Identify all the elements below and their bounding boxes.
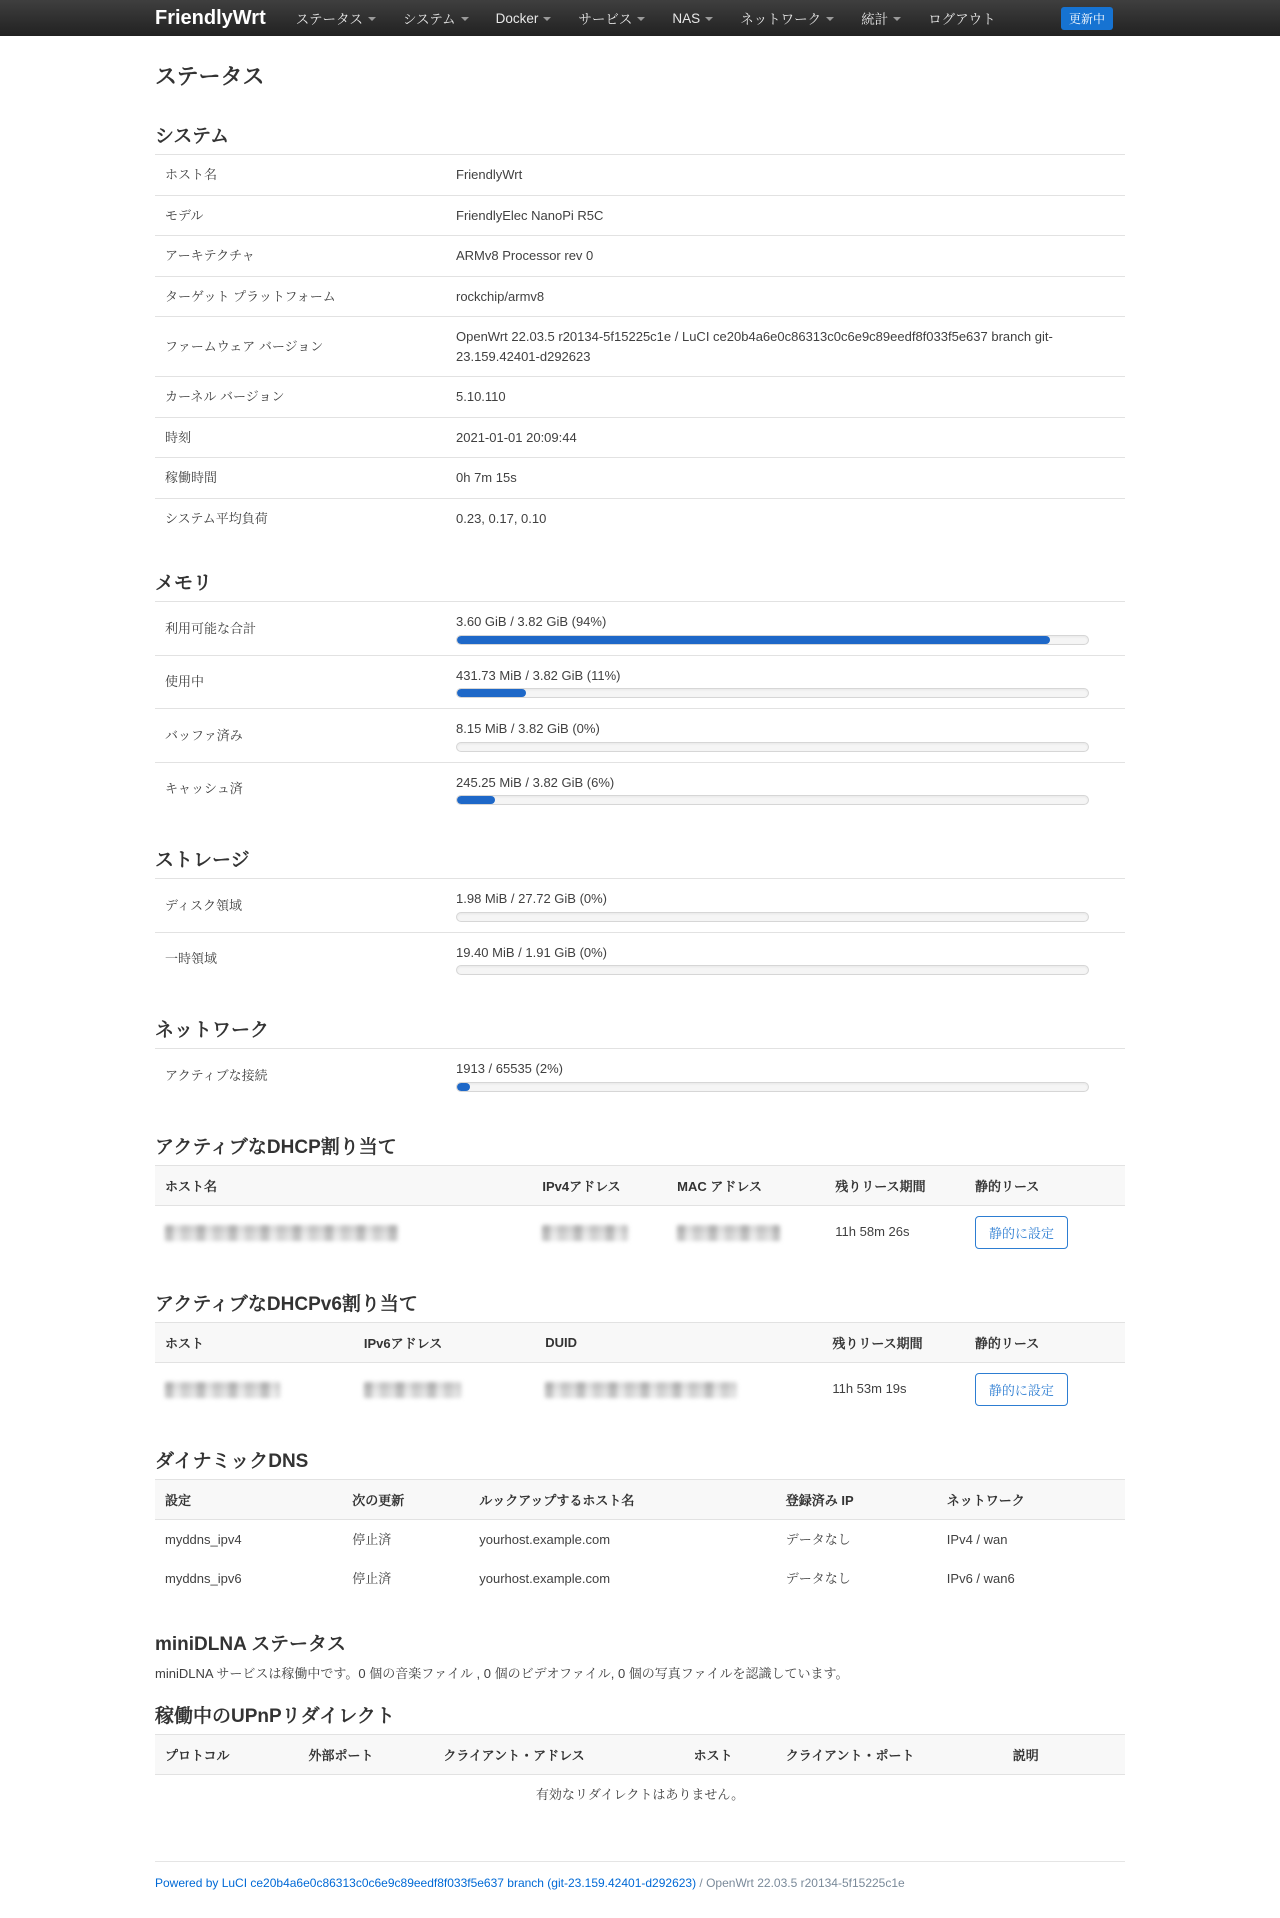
chevron-down-icon [368,17,376,21]
row-value [446,709,1125,763]
table-header-row [155,1735,1125,1775]
row-label: ファームウェア バージョン [155,317,446,377]
row-label: 利用可能な合計 [155,602,446,656]
table-row [155,155,1125,196]
column-header: 登録済み IP [776,1479,937,1519]
navbar [0,0,1280,36]
table-row [155,1775,1125,1815]
table-row [155,236,1125,277]
section-title-minidlna: miniDLNA ステータス [155,1633,347,1655]
column-header: クライアント・ポート [776,1735,1003,1775]
row-value: FriendlyWrt [446,155,1125,196]
nav-item-label: NAS [672,10,701,26]
section-title-upnp: 稼働中のUPnPリダイレクト [155,1706,395,1727]
redacted-duid [545,1382,737,1398]
network-table [155,1048,1125,1102]
table-row [155,879,1125,933]
section-title-network: ネットワーク [155,1020,270,1041]
redacted-ipv4-address [542,1225,628,1241]
row-label: ディスク領域 [155,879,446,933]
powered-by-luci-link[interactable]: Powered by LuCI ce20b4a6e0c86313c0c6e9c89eedf8f033f5e637 branch (git-23.159.42401-d292623) [155,1875,697,1890]
nav-item-statistics[interactable] [861,8,901,28]
row-value: ARMv8 Processor rev 0 [446,236,1125,277]
section-title-storage: ストレージ [155,850,250,871]
row-value: rockchip/armv8 [446,276,1125,317]
section-title-memory: メモリ [155,573,213,594]
column-header: プロトコル [155,1735,299,1775]
progress-bar [456,1082,1089,1092]
column-header: 次の更新 [342,1479,469,1519]
table-header-row [155,1322,1125,1362]
chevron-down-icon [705,17,713,21]
dhcpv6-leases-table [155,1322,1125,1416]
row-value [446,762,1125,815]
column-header: 残りリース期間 [825,1165,965,1205]
redacted-ipv6-address [364,1382,461,1398]
nav-item-label: Docker [495,10,539,26]
row-label: 時刻 [155,417,446,458]
row-label: アーキテクチャ [155,236,446,277]
nav-item-services[interactable] [578,8,645,28]
set-static-lease-button[interactable]: 静的に設定 [975,1373,1068,1406]
table-row [155,498,1125,538]
progress-bar [456,635,1089,645]
ddns-lookup-hostname-cell: yourhost.example.com [479,1571,611,1586]
upnp-table [155,1734,1125,1815]
progress-fill [457,796,495,804]
row-value: FriendlyElec NanoPi R5C [446,195,1125,236]
row-value: 5.10.110 [446,377,1125,418]
redacted-host [165,1382,280,1398]
brand-logo[interactable]: FriendlyWrt [155,6,266,29]
nav-item-network[interactable] [740,8,834,28]
progress-bar [456,795,1089,805]
progress-fill [457,1083,470,1091]
nav-item-label: サービス [578,12,633,27]
row-label: 稼働時間 [155,458,446,499]
progress-value: 19.40 MiB / 1.91 GiB (0%) [456,944,608,960]
nav-item-label: ネットワーク [740,12,822,27]
progress-bar [456,688,1089,698]
redacted-hostname [165,1225,398,1241]
row-label: アクティブな接続 [155,1049,446,1102]
lease-remaining-cell: 11h 53m 19s [832,1381,907,1397]
ddns-table [155,1479,1125,1599]
column-header: ホスト名 [155,1165,532,1205]
progress-bar [456,742,1089,752]
progress-value: 1.98 MiB / 27.72 GiB (0%) [456,891,608,906]
nav-menu [296,8,996,28]
table-row [155,1362,1125,1416]
progress-value: 1913 / 65535 (2%) [456,1061,563,1076]
lease-static-cell [965,1205,1125,1259]
progress-fill [457,689,526,697]
set-static-lease-button[interactable]: 静的に設定 [975,1216,1068,1249]
section-title-system: システム [155,126,230,147]
ddns-next-update-cell: 停止済 [352,1571,392,1586]
nav-item-docker[interactable] [496,11,552,26]
column-header: 静的リース [965,1322,1125,1362]
row-label: ターゲット プラットフォーム [155,276,446,317]
table-row [155,276,1125,317]
footer [155,1861,1125,1890]
column-header: 設定 [155,1479,342,1519]
column-header: ネットワーク [937,1479,1125,1519]
upnp-empty-message: 有効なリダイレクトはありません。 [535,1787,745,1802]
table-row [155,1205,1125,1259]
row-label: キャッシュ済 [155,762,446,815]
progress-value: 431.73 MiB / 3.82 GiB (11%) [456,667,621,683]
column-header: DUID [535,1322,822,1362]
table-row [155,417,1125,458]
column-header: クライアント・アドレス [433,1735,683,1775]
nav-item-system[interactable] [403,8,469,28]
lease-hostname-cell [155,1205,532,1259]
chevron-down-icon [826,17,834,21]
minidlna-status-text: miniDLNA サービスは稼働中です。0 個の音楽ファイル , 0 個のビデオファイル, 0 個の写真ファイルを認識しています。 [155,1665,849,1681]
row-value [446,602,1125,656]
main-content [155,60,1125,1918]
table-row [155,709,1125,763]
ddns-registered-ip-cell: データなし [785,1571,851,1586]
section-title-dhcp-leases: アクティブなDHCP割り当て [155,1136,397,1158]
row-value: 2021-01-01 20:09:44 [446,417,1125,458]
row-label: システム平均負荷 [155,498,446,538]
column-header: 残りリース期間 [822,1322,965,1362]
chevron-down-icon [893,17,901,21]
table-row [155,1519,1125,1559]
nav-item-label: ログアウト [928,12,996,27]
table-row [155,762,1125,815]
row-label: 一時領域 [155,932,446,985]
column-header: 説明 [1003,1735,1125,1775]
memory-table [155,601,1125,815]
row-label: ホスト名 [155,155,446,196]
openwrt-version-text: / OpenWrt 22.03.5 r20134-5f15225c1e [696,1875,905,1890]
lease-host-cell [155,1362,354,1416]
lease-static-cell [965,1362,1125,1416]
row-value [446,879,1125,933]
ddns-config-cell: myddns_ipv4 [165,1531,242,1547]
system-table [155,154,1125,538]
progress-fill [457,636,1050,644]
row-value [446,1049,1125,1102]
lease-ipv4-cell [532,1205,667,1259]
dhcp-leases-table [155,1165,1125,1259]
row-value: OpenWrt 22.03.5 r20134-5f15225c1e / LuCI ce20b4a6e0c86313c0c6e9c89eedf8f033f5e637 branch git-23.159.42401-d292623 [446,317,1125,377]
nav-item-label: 統計 [861,12,889,27]
row-label: 使用中 [155,655,446,709]
table-row [155,602,1125,656]
column-header: ルックアップするホスト名 [469,1479,776,1519]
nav-item-logout[interactable] [928,8,996,28]
row-value: 0.23, 0.17, 0.10 [446,498,1125,538]
updating-badge: 更新中 [1061,7,1113,30]
lease-mac-cell [667,1205,825,1259]
progress-value: 245.25 MiB / 3.82 GiB (6%) [456,774,615,790]
nav-item-status[interactable] [296,8,376,28]
row-label: バッファ済み [155,709,446,763]
column-header: 静的リース [965,1165,1125,1205]
table-row [155,655,1125,709]
chevron-down-icon [543,17,551,21]
lease-remaining-cell: 11h 58m 26s [835,1224,910,1240]
table-row [155,458,1125,499]
row-label: カーネル バージョン [155,377,446,418]
progress-bar [456,912,1089,922]
row-value [446,932,1125,985]
column-header: IPv4アドレス [532,1165,667,1205]
table-row [155,1559,1125,1599]
ddns-config-cell: myddns_ipv6 [165,1571,242,1586]
progress-value: 3.60 GiB / 3.82 GiB (94%) [456,614,607,629]
nav-item-label: ステータス [295,12,363,27]
column-header: ホスト [155,1322,354,1362]
column-header: IPv6アドレス [354,1322,535,1362]
progress-value: 8.15 MiB / 3.82 GiB (0%) [456,721,600,736]
row-label: モデル [155,195,446,236]
table-row [155,317,1125,377]
column-header: ホスト [684,1735,776,1775]
table-header-row [155,1479,1125,1519]
ddns-registered-ip-cell: データなし [785,1531,851,1547]
lease-ipv6-cell [354,1362,535,1416]
nav-item-label: システム [403,12,456,27]
table-row [155,377,1125,418]
table-row [155,1049,1125,1102]
table-row [155,195,1125,236]
table-header-row [155,1165,1125,1205]
lease-duid-cell [535,1362,822,1416]
column-header: 外部ポート [299,1735,434,1775]
table-row [155,932,1125,985]
row-value: 0h 7m 15s [446,458,1125,499]
storage-table [155,878,1125,985]
ddns-network-cell: IPv4 / wan [946,1531,1008,1547]
progress-bar [456,965,1089,975]
nav-item-nas[interactable] [672,11,713,26]
ddns-network-cell: IPv6 / wan6 [946,1571,1015,1586]
chevron-down-icon [637,17,645,21]
ddns-lookup-hostname-cell: yourhost.example.com [479,1531,611,1547]
column-header: MAC アドレス [667,1165,825,1205]
row-value [446,655,1125,709]
ddns-next-update-cell: 停止済 [352,1531,392,1547]
section-title-dhcpv6-leases: アクティブなDHCPv6割り当て [155,1293,418,1315]
chevron-down-icon [461,17,469,21]
section-title-ddns: ダイナミックDNS [155,1450,309,1472]
redacted-mac-address [677,1225,780,1241]
page-title: ステータス [155,64,265,89]
